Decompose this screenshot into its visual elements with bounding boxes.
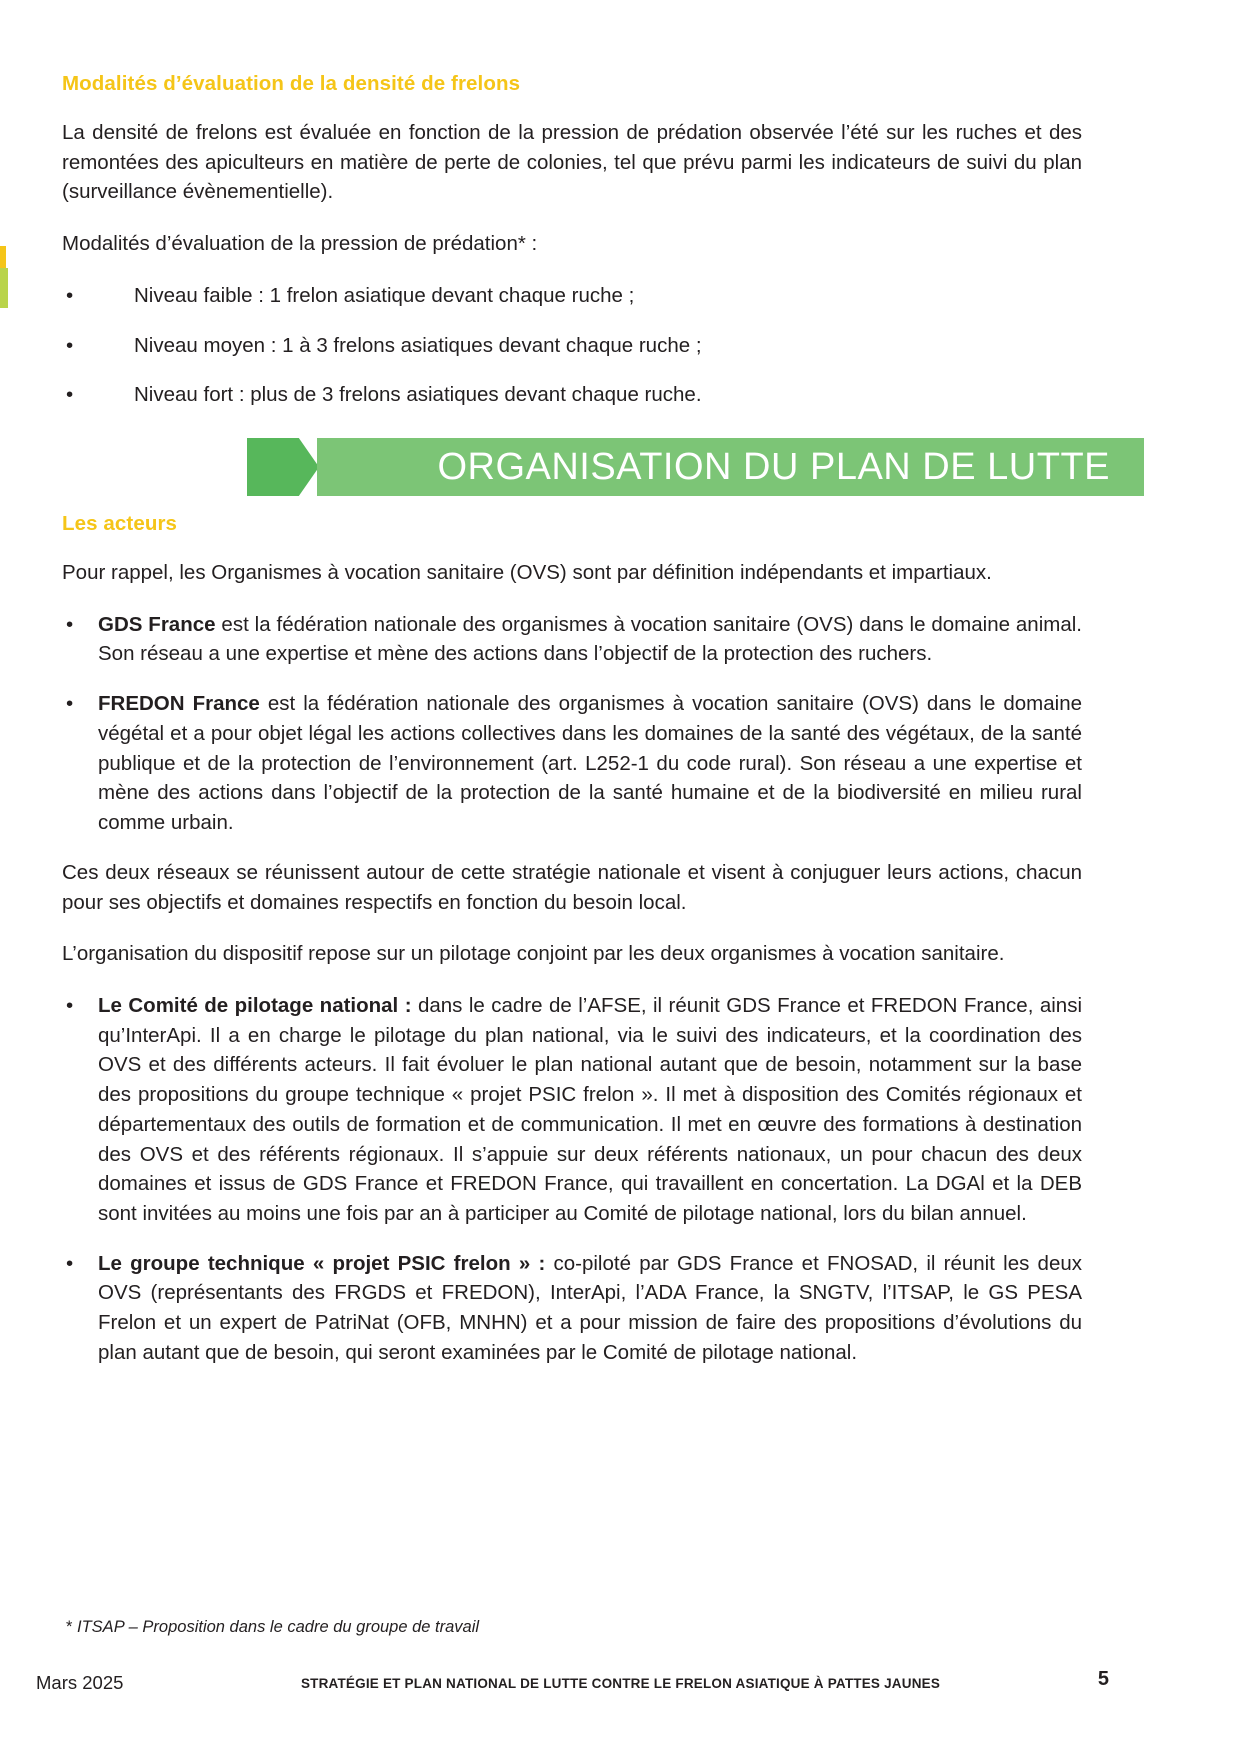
bullet-icon: • <box>66 1251 74 1275</box>
density-levels-list <box>62 281 1082 410</box>
footer-title: STRATÉGIE ET PLAN NATIONAL DE LUTTE CONTRE LE FRELON ASIATIQUE À PATTES JAUNES <box>300 1676 941 1691</box>
organisation-name: GDS France <box>98 612 216 636</box>
list-item <box>62 1249 1082 1368</box>
section-title-density: Modalités d’évaluation de la densité de frelons <box>62 72 521 95</box>
acteurs-intro: Pour rappel, les Organismes à vocation sanitaire (OVS) sont par définition indépendants et impartiaux. <box>62 561 992 585</box>
banner-bar <box>317 438 1144 496</box>
organisation-text: est la fédération nationale des organismes à vocation sanitaire (OVS) dans le domaine animal. Son réseau a une expertise et mène des actions dans l’objectif de la protection des ruchers. <box>98 612 1082 666</box>
section-banner <box>62 438 1110 496</box>
footnote <box>66 1618 479 1637</box>
left-edge-green-mark <box>0 268 8 308</box>
body-text: co-piloté par GDS France et FNOSAD, il réunit les deux OVS (représentants des FRGDS et FREDON), InterApi, l’ADA France, la SNGTV, l’ITSAP, le GS PESA Frelon et un expert de PatriNat (OFB, MNHN) et a pour mission de faire des propositions d’évolutions du plan autant que de besoin, qui seront examinées par le Comité de pilotage national. <box>98 1251 1083 1364</box>
density-paragraph-2: Modalités d’évaluation de la pression de prédation* : <box>62 232 538 256</box>
footer-page-number: 5 <box>1097 1668 1109 1690</box>
organisation-name: FREDON France <box>98 692 260 716</box>
bullet-icon: • <box>66 993 74 1017</box>
footer-date: Mars 2025 <box>36 1672 124 1693</box>
list-item <box>62 331 1082 361</box>
list-item <box>62 991 1082 1229</box>
list-item <box>62 380 1082 410</box>
banner-title: ORGANISATION DU PLAN DE LUTTE <box>437 445 1110 488</box>
acteurs-paragraph-3: Ces deux réseaux se réunissent autour de cette stratégie nationale et visent à conjuguer leurs actions, chacun pour ses objectifs et domaines respectifs en fonction du besoin local. <box>62 860 1082 914</box>
bullet-icon: • <box>66 612 74 636</box>
page-content <box>62 72 1110 1388</box>
list-item-label: Niveau fort : plus de 3 frelons asiatiques devant chaque ruche. <box>134 383 702 407</box>
footnote-star: * <box>66 1618 73 1636</box>
footnote-text: ITSAP – Proposition dans le cadre du groupe de travail <box>77 1618 480 1636</box>
left-edge-yellow-mark <box>0 246 6 270</box>
bullet-icon: • <box>66 283 74 307</box>
density-paragraph-1: La densité de frelons est évaluée en fonction de la pression de prédation observée l’été sur les ruches et des remontées des apiculteurs en matière de perte de colonies, tel que prévu parmi les indicateurs de suivi du plan (surveillance évènementielle). <box>62 121 1082 204</box>
list-item <box>62 610 1082 669</box>
list-item-label: Niveau moyen : 1 à 3 frelons asiatiques devant chaque ruche ; <box>134 333 702 357</box>
list-item <box>62 689 1082 838</box>
page-footer <box>0 1668 1241 1712</box>
organisation-text: est la fédération nationale des organismes à vocation sanitaire (OVS) dans le domaine végétal et a pour objet légal les actions collectives dans les domaines de la santé des végétaux, de la santé publique et de la protection de l’environnement (art. L252-1 du code rural). Son réseau a une expertise et mène des actions dans l’objectif de la protection de la santé humaine et de la biodiversité en milieu rural comme urbain. <box>98 692 1083 835</box>
banner-arrow-icon <box>247 438 319 496</box>
bullet-icon: • <box>66 333 74 357</box>
list-item <box>62 281 1082 311</box>
body-text: dans le cadre de l’AFSE, il réunit GDS France et FREDON France, ainsi qu’InterApi. Il a en charge le pilotage du plan national, via le suivi des indicateurs, et la coordination des OVS et des différents acteurs. Il fait évoluer le plan national autant que de besoin, notamment sur la base des propositions du groupe technique « projet PSIC frelon ». Il met à disposition des Comités régionaux et départementaux des outils de formation et de communication. Il met en œuvre des formations à destination des OVS et des référents régionaux. Il s’appuie sur deux référents nationaux, un pour chacun des deux domaines et issus de GDS France et FREDON France, qui travaillent en concertation. La DGAl et la DEB sont invitées au moins une fois par an à participer au Comité de pilotage national, lors du bilan annuel. <box>98 993 1082 1225</box>
organisations-list <box>62 610 1082 838</box>
bullet-icon: • <box>66 383 74 407</box>
bullet-icon: • <box>66 692 74 716</box>
bodies-list <box>62 991 1082 1368</box>
acteurs-paragraph-4: L’organisation du dispositif repose sur un pilotage conjoint par les deux organismes à vocation sanitaire. <box>62 942 1005 966</box>
list-item-label: Niveau faible : 1 frelon asiatique devant chaque ruche ; <box>134 283 635 307</box>
body-name: Le Comité de pilotage national : <box>98 993 412 1017</box>
body-name: Le groupe technique « projet PSIC frelon » : <box>98 1251 546 1275</box>
section-title-acteurs: Les acteurs <box>62 512 178 536</box>
